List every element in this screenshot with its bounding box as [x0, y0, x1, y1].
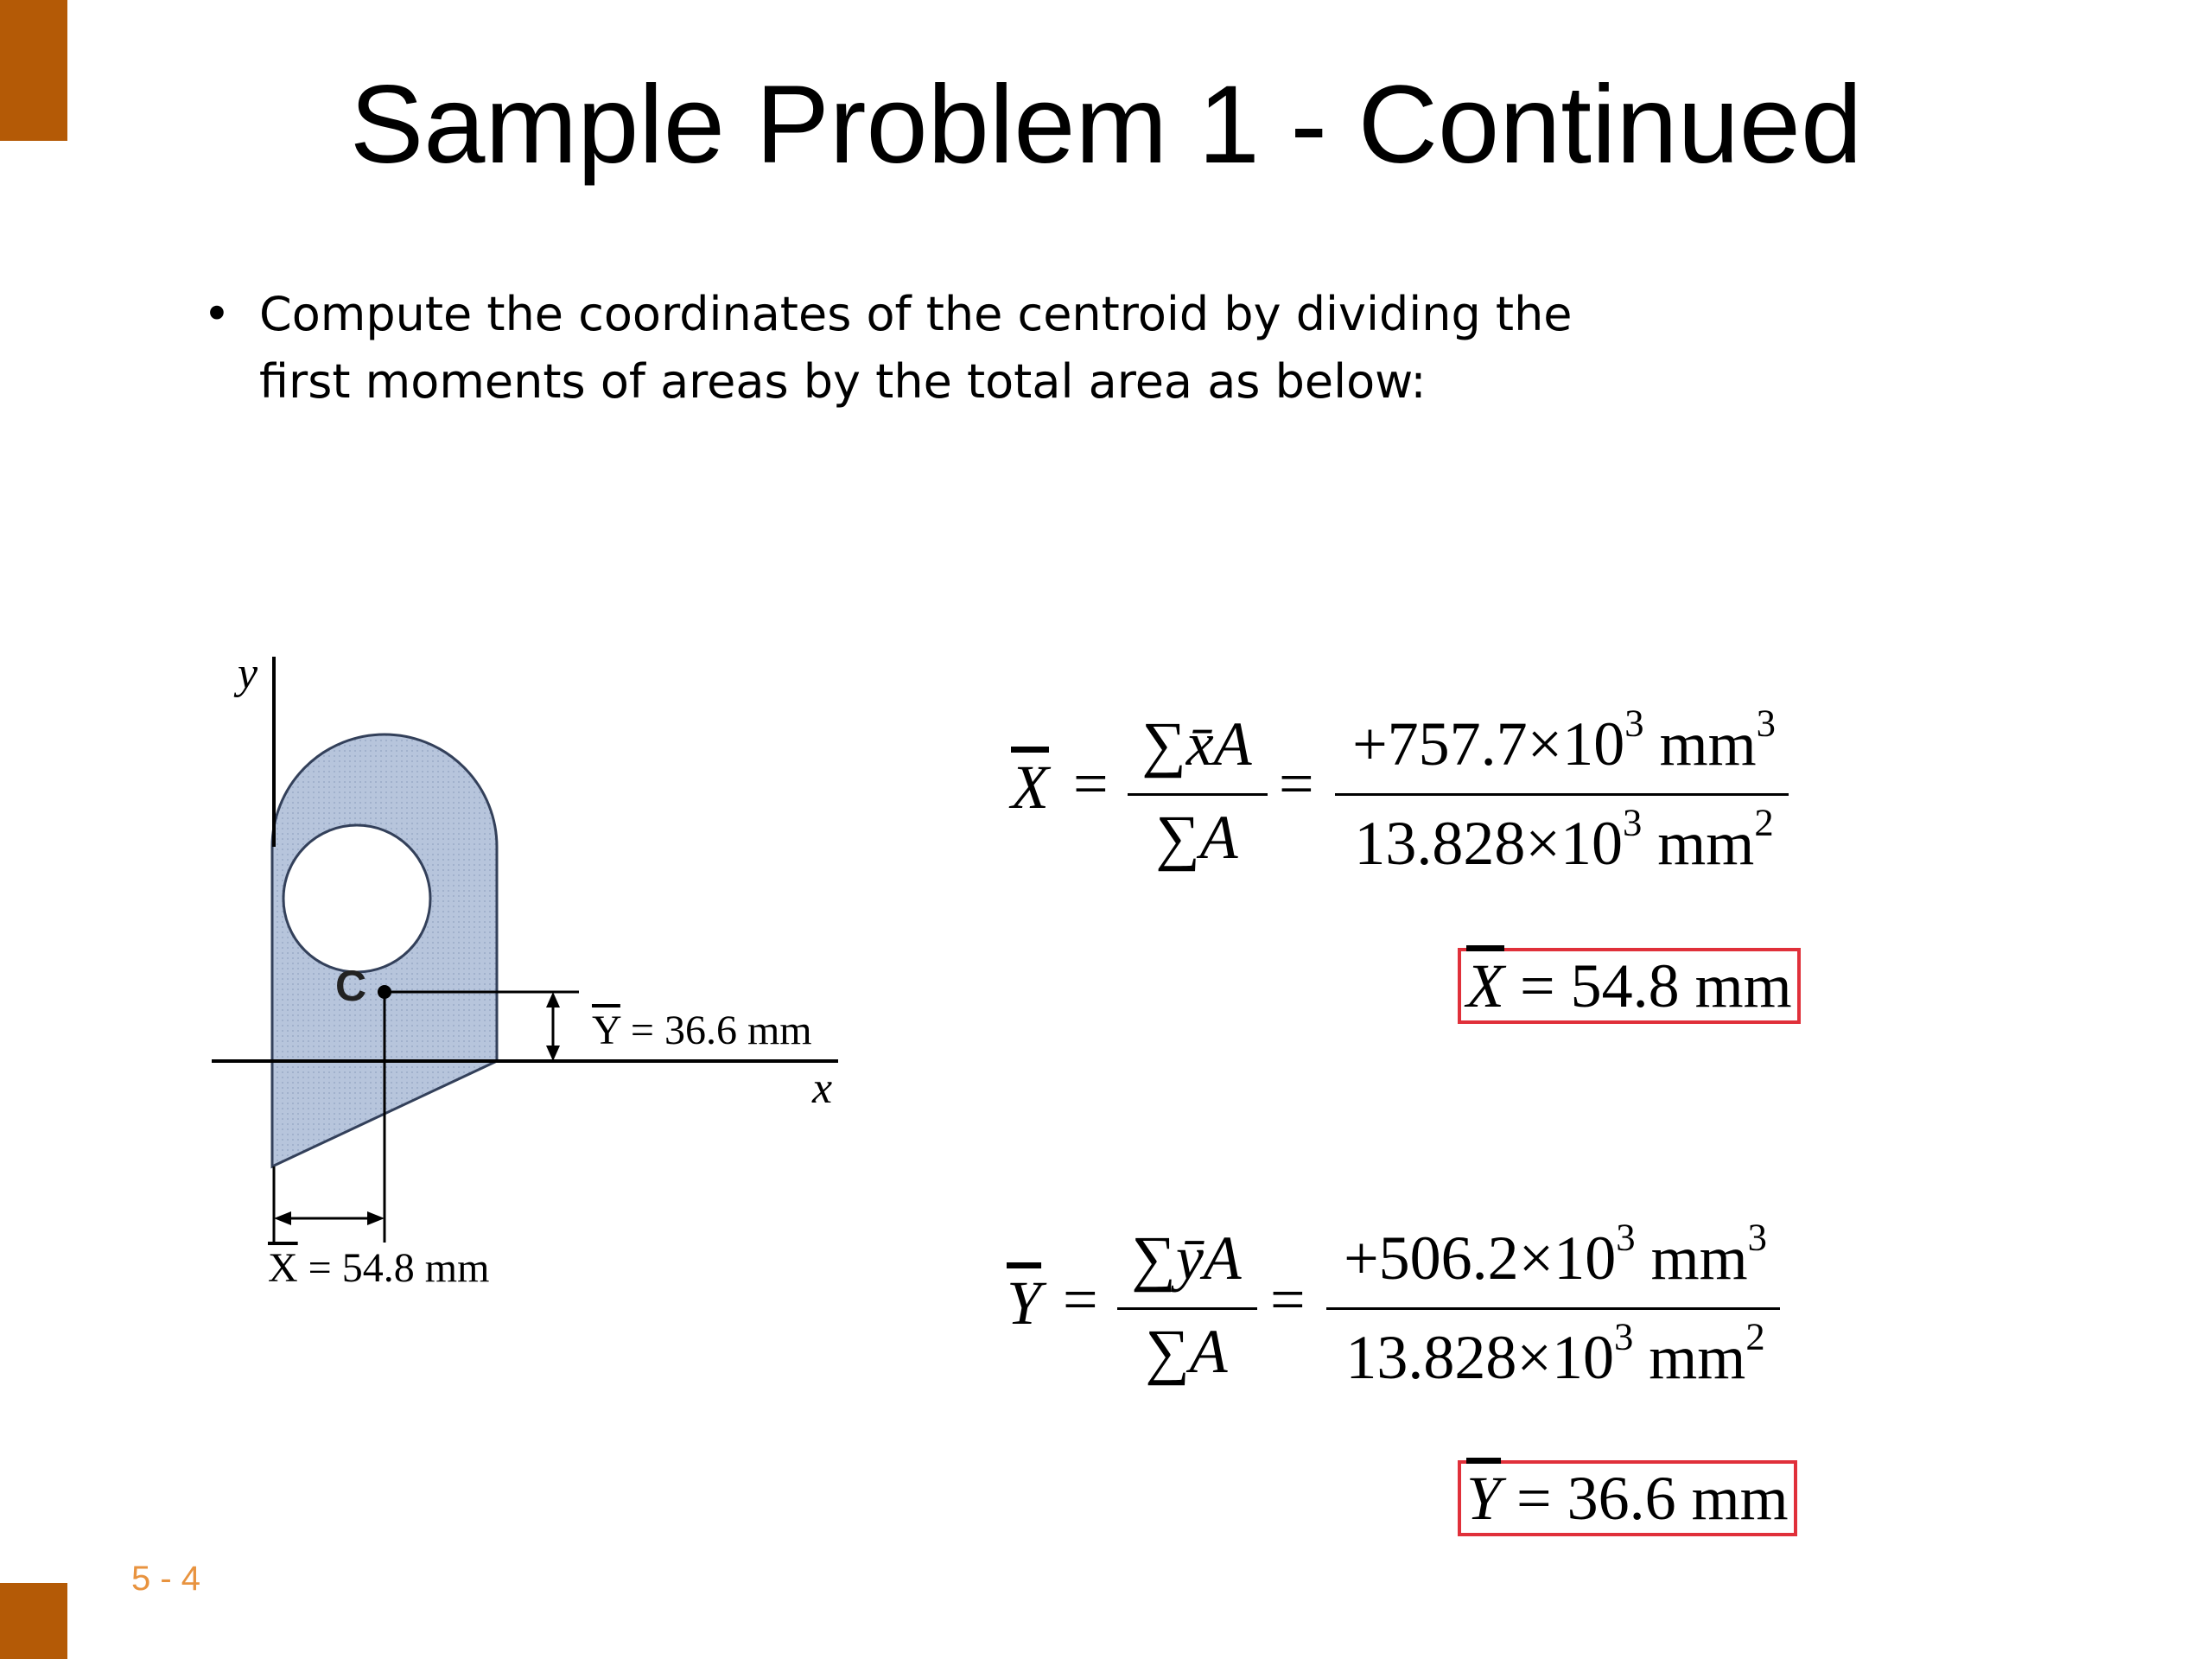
x-bar-numerator-value: $+757.7\times 10^3$ $mm^3$ — [1352, 701, 1776, 779]
centroid-figure — [207, 639, 864, 1331]
y-dimension-label: $\overline{Y} = 36.6$ mm — [592, 1007, 812, 1053]
x-dimension-label: $\overline{X} = 54.8$ mm — [268, 1245, 490, 1291]
equals-sign: = — [1063, 1265, 1098, 1334]
page-title: Sample Problem 1 - Continued — [349, 63, 1863, 187]
bullet-icon: • — [203, 287, 231, 341]
equals-sign: = — [1279, 749, 1314, 818]
fraction-bar — [1117, 1307, 1257, 1310]
bullet-point — [203, 281, 1620, 416]
equals-sign: = — [1073, 749, 1109, 818]
bullet-text-line1: Compute the coordinates of the centroid by dividing the — [259, 287, 1573, 341]
y-bar-denominator-symbol: ∑A — [1145, 1317, 1228, 1386]
x-axis-label: x — [812, 1064, 833, 1113]
centroid-diagram — [207, 639, 864, 1331]
fraction-bar — [1326, 1307, 1780, 1310]
y-bar-result: $\overline{Y} = 36.6$ mm — [1458, 1460, 1797, 1536]
x-bar-denominator-value: $13.828\times 10^3$ $mm^2$ — [1354, 800, 1774, 878]
x-bar-lhs: $\overline{X}$ — [1011, 753, 1049, 822]
slide-number: 5 - 4 — [131, 1560, 201, 1598]
x-bar-numerator-symbol: ∑x̄A — [1141, 709, 1252, 779]
y-bar-lhs: $\overline{Y}$ — [1007, 1268, 1042, 1338]
centroid-label: C — [335, 962, 367, 1010]
accent-bar-bottom — [0, 1583, 67, 1659]
equals-sign: = — [1270, 1265, 1306, 1334]
y-bar-numerator-symbol: ∑ȳA — [1131, 1224, 1242, 1293]
bullet-text-line2: first moments of areas by the total area as below: — [259, 354, 1427, 409]
fraction-bar — [1335, 793, 1789, 796]
x-bar-denominator-symbol: ∑A — [1155, 803, 1238, 872]
fraction-bar — [1128, 793, 1268, 796]
y-bar-numerator-value: $+506.2\times 10^3$ $mm^3$ — [1344, 1215, 1767, 1293]
x-bar-result: $\overline{X} = 54.8$ mm — [1458, 948, 1801, 1024]
y-axis-label: y — [238, 649, 258, 698]
y-bar-denominator-value: $13.828\times 10^3$ $mm^2$ — [1345, 1314, 1765, 1392]
